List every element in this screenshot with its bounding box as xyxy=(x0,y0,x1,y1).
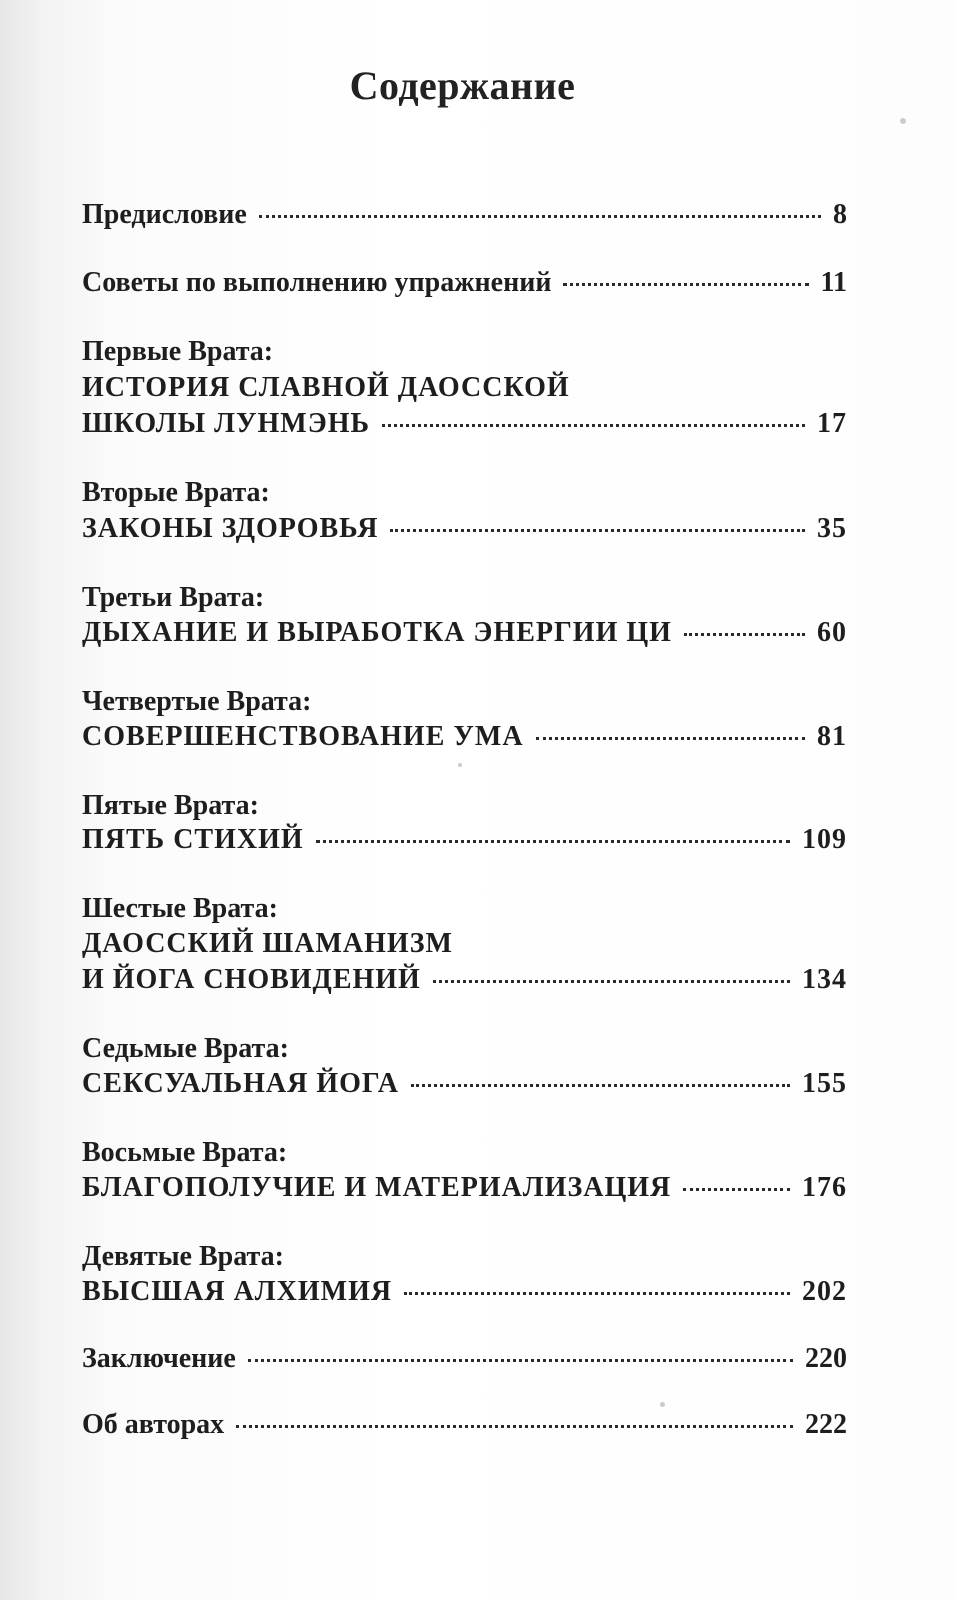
page-number: 35 xyxy=(817,513,847,544)
toc-entry-gate-2 xyxy=(82,511,847,547)
paper-speck xyxy=(458,763,462,767)
chapter-title: СОВЕРШЕНСТВОВАНИЕ УМА xyxy=(82,721,524,752)
toc-entry-gate-8 xyxy=(82,1170,847,1206)
chapter-title: СЕКСУАЛЬНАЯ ЙОГА xyxy=(82,1068,399,1099)
dot-leader xyxy=(536,737,805,740)
page-number: 17 xyxy=(817,408,847,439)
toc-entry-advice xyxy=(82,265,847,301)
page-number: 109 xyxy=(802,824,847,855)
gate-label-8: Восьмые Врата: xyxy=(82,1137,288,1168)
gate-label-1: Первые Врата: xyxy=(82,336,274,367)
toc-entry-conclusion xyxy=(82,1341,847,1377)
chapter-title: ПЯТЬ СТИХИЙ xyxy=(82,824,304,855)
dot-leader xyxy=(248,1359,793,1362)
toc-entry-preface xyxy=(82,197,847,233)
dot-leader xyxy=(236,1425,793,1428)
dot-leader xyxy=(411,1084,790,1087)
page-title: Содержание xyxy=(349,63,576,108)
chapter-title: ДЫХАНИЕ И ВЫРАБОТКА ЭНЕРГИИ ЦИ xyxy=(82,617,672,648)
page-number: 134 xyxy=(802,964,847,995)
chapter-title: ВЫСШАЯ АЛХИМИЯ xyxy=(82,1276,393,1307)
dot-leader xyxy=(684,633,805,636)
gate-label-7: Седьмые Врата: xyxy=(82,1033,289,1064)
paper-speck xyxy=(660,1402,665,1407)
dot-leader xyxy=(382,424,805,427)
chapter-title: И ЙОГА СНОВИДЕНИЙ xyxy=(82,964,421,995)
toc-entry-authors xyxy=(82,1407,847,1443)
gate-label-4: Четвертые Врата: xyxy=(82,686,312,717)
toc-entry-label: Советы по выполнению упражнений xyxy=(82,267,552,298)
chapter-title-line-1: ИСТОРИЯ СЛАВНОЙ ДАОССКОЙ xyxy=(82,372,570,403)
dot-leader xyxy=(316,840,790,843)
page-number: 220 xyxy=(805,1343,847,1374)
toc-entry-gate-3 xyxy=(82,615,847,651)
paper-speck xyxy=(900,118,906,124)
chapter-title: ЗАКОНЫ ЗДОРОВЬЯ xyxy=(82,513,379,544)
chapter-title: ШКОЛЫ ЛУНМЭНЬ xyxy=(82,408,370,439)
page-number: 222 xyxy=(805,1409,847,1440)
page-number: 155 xyxy=(802,1068,847,1099)
dot-leader xyxy=(404,1292,790,1295)
toc-entry-label: Заключение xyxy=(82,1343,236,1374)
chapter-title: БЛАГОПОЛУЧИЕ И МАТЕРИАЛИЗАЦИЯ xyxy=(82,1172,672,1203)
dot-leader xyxy=(563,283,808,286)
chapter-title-line-1: ДАОССКИЙ ШАМАНИЗМ xyxy=(82,928,453,959)
page-number: 176 xyxy=(802,1172,847,1203)
page-number: 60 xyxy=(817,617,847,648)
toc-entry-gate-6 xyxy=(82,962,847,998)
dot-leader xyxy=(683,1188,790,1191)
page-number: 8 xyxy=(833,199,847,230)
toc-entry-label: Предисловие xyxy=(82,199,247,230)
dot-leader xyxy=(259,215,821,218)
page-number: 81 xyxy=(817,721,847,752)
gate-label-3: Третьи Врата: xyxy=(82,582,265,613)
toc-entry-gate-7 xyxy=(82,1066,847,1102)
toc-entry-label: Об авторах xyxy=(82,1409,225,1440)
gate-label-6: Шестые Врата: xyxy=(82,893,278,924)
dot-leader xyxy=(433,980,790,983)
toc-entry-gate-5 xyxy=(82,822,847,858)
gate-label-2: Вторые Врата: xyxy=(82,477,270,508)
toc-entry-gate-9 xyxy=(82,1274,847,1310)
toc-entry-gate-4 xyxy=(82,719,847,755)
gate-label-5: Пятые Врата: xyxy=(82,790,259,821)
page-number: 202 xyxy=(802,1276,847,1307)
toc-entry-gate-1 xyxy=(82,406,847,442)
dot-leader xyxy=(390,529,805,532)
page-number: 11 xyxy=(820,267,847,298)
gate-label-9: Девятые Врата: xyxy=(82,1241,284,1272)
